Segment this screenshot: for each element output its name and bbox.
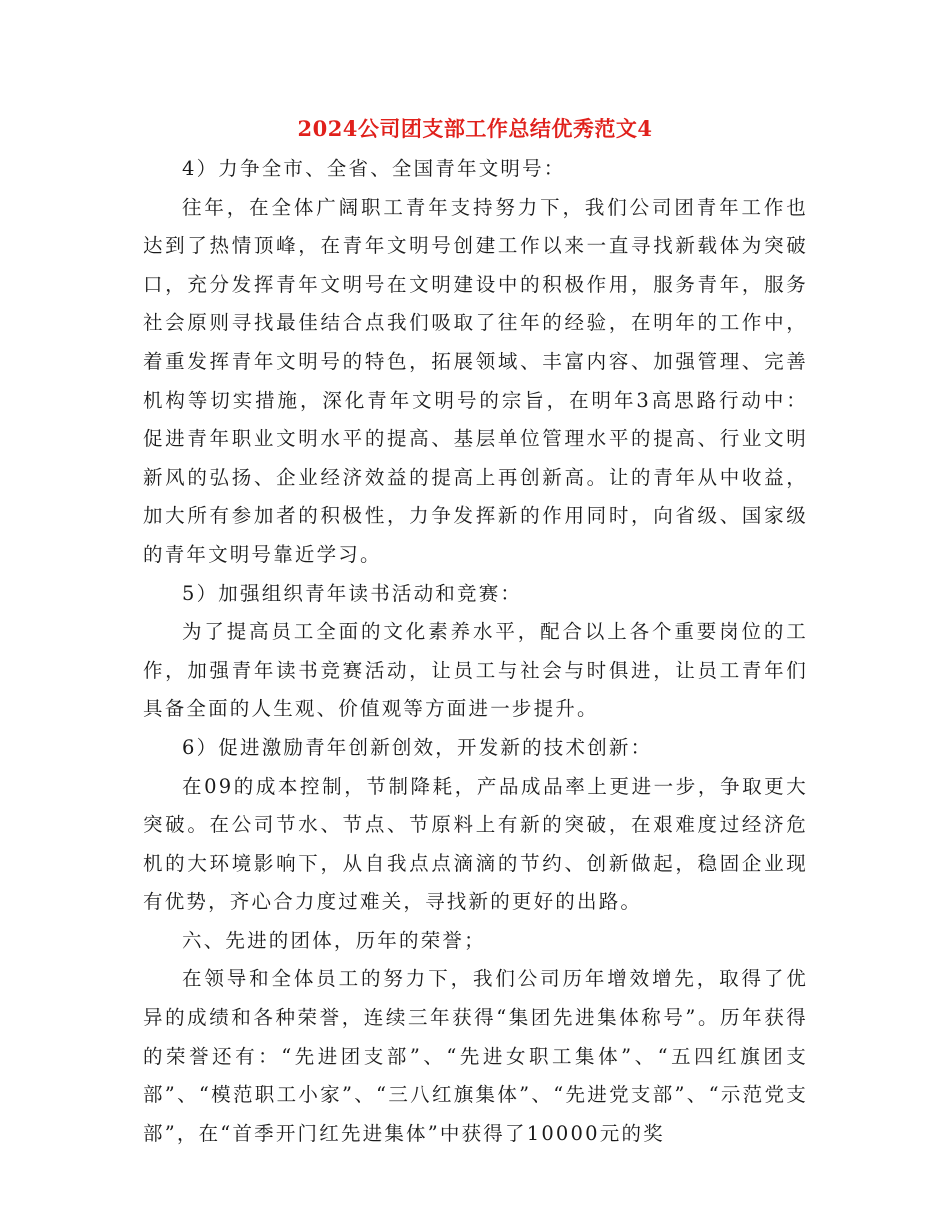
paragraph-body: 为了提高员工全面的文化素养水平，配合以上各个重要岗位的工作，加强青年读书竞赛活动，让员工与社会与时俱进，让员工青年们具备全面的人生观、价值观等方面进一步提升。 [143,620,808,721]
paragraph-heading-6: 6）促进激励青年创新创效，开发新的技术创新： [182,735,653,759]
paragraph-body: 在领导和全体员工的努力下，我们公司历年增效增先，取得了优异的成绩和各种荣誉，连续三年获得“集团先进集体称号”。历年获得的荣誉还有：“先进团支部”、“先进女职工集体”、“五四红旗团支部”、“模范职工小家”、“三八红旗集体”、“先进党支部”、“示范党支部”，在“首季开门红先进集体”中获得了10000元的奖 [143,967,808,1145]
paragraph-body: 在09的成本控制，节制降耗，产品成品率上更进一步，争取更大突破。在公司节水、节点、节原料上有新的突破，在艰难度过经济危机的大环境影响下，从自我点点滴滴的节约、创新做起，稳固企业现有优势，齐心合力度过难关，寻找新的更好的出路。 [143,774,808,914]
paragraph-body: 往年，在全体广阔职工青年支持努力下，我们公司团青年工作也达到了热情顶峰，在青年文明号创建工作以来一直寻找新载体为突破口，充分发挥青年文明号在文明建设中的积极作用，服务青年，服务社会原则寻找最佳结合点我们吸取了往年的经验，在明年的工作中，着重发挥青年文明号的特色，拓展领域、丰富内容、加强管理、完善机构等切实措施，深化青年文明号的宗旨，在明年3高思路行动中：促进青年职业文明水平的提高、基层单位管理水平的提高、行业文明新风的弘扬、企业经济效益的提高上再创新高。让的青年从中收益，加大所有参加者的积极性，力争发挥新的作用同时，向省级、国家级的青年文明号靠近学习。 [143,195,808,566]
section-heading-honors: 六、先进的团体，历年的荣誉； [182,928,486,952]
paragraph-heading-5: 5）加强组织青年读书活动和竞赛： [182,581,523,605]
document-title: 2024公司团支部工作总结优秀范文4 [297,116,653,141]
paragraph-heading-4: 4）力争全市、全省、全国青年文明号： [182,157,566,180]
document-body [143,150,808,1153]
